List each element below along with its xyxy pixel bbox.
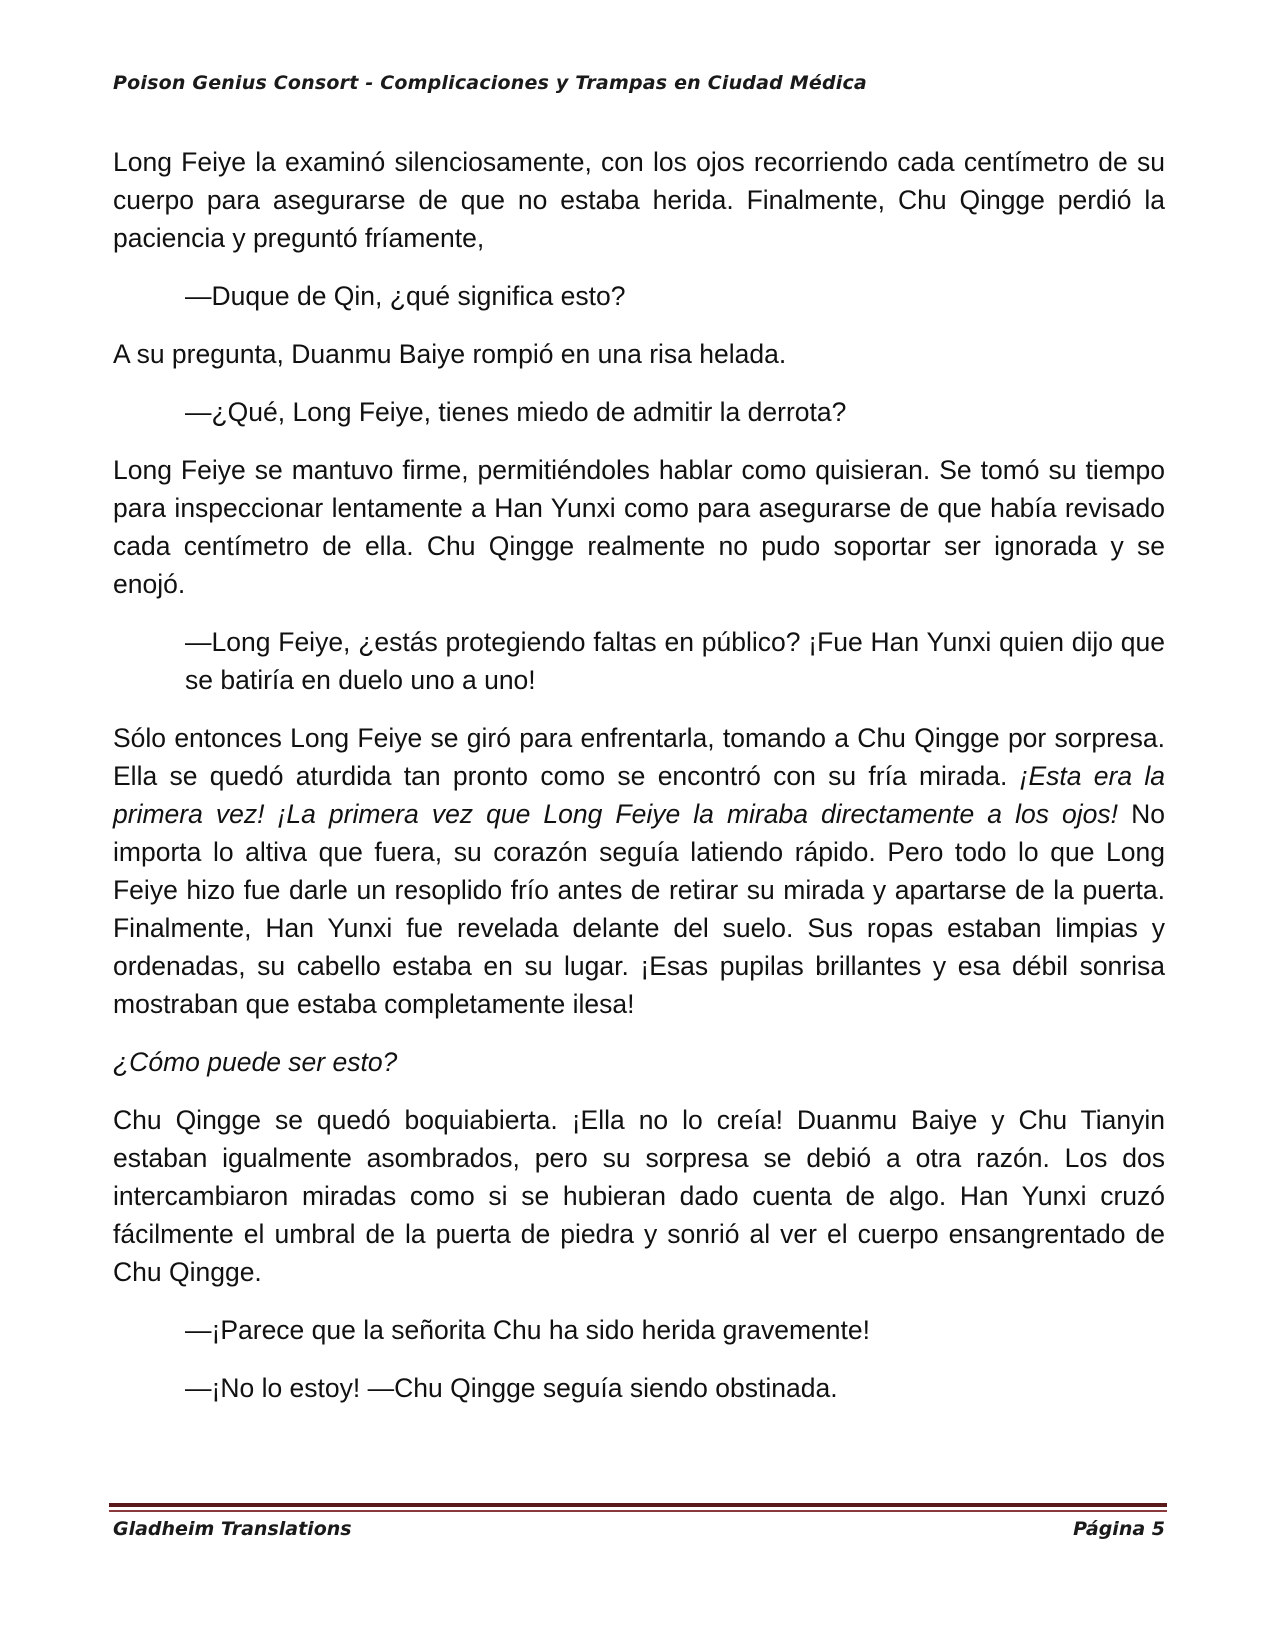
document-body	[113, 143, 1165, 1427]
footer-rule-thick	[109, 1503, 1167, 1507]
dialogue-line: —¡Parece que la señorita Chu ha sido herida gravemente!	[185, 1315, 870, 1345]
italic-thought: ¡Esta era la primera vez! ¡La primera vez que Long Feiye la miraba directamente a los ojos!	[113, 761, 1165, 829]
paragraph-text: No importa lo altiva que fuera, su corazón seguía latiendo rápido. Pero todo lo que Long Feiye hizo fue darle un resoplido frío antes de retirar su mirada y apartarse de la puerta. Finalmente, Han Yunxi fue revelada delante del suelo. Sus ropas estaban limpias y ordenadas, su cabello estaba en su lugar. ¡Esas pupilas brillantes y esa débil sonrisa mostraban que estaba completamente ilesa!	[113, 799, 1165, 1019]
dialogue-line: —Long Feiye, ¿estás protegiendo faltas en público? ¡Fue Han Yunxi quien dijo que se batiría en duelo uno a uno!	[185, 627, 1165, 695]
footer-credit: Gladheim Translations	[113, 1518, 352, 1540]
paragraph: Long Feiye se mantuvo firme, permitiéndoles hablar como quisieran. Se tomó su tiempo para inspeccionar lentamente a Han Yunxi como para asegurarse de que había revisado cada centímetro de ella. Chu Qingge realmente no pudo soportar ser ignorada y se enojó.	[113, 455, 1165, 599]
dialogue-line: —¿Qué, Long Feiye, tienes miedo de admitir la derrota?	[185, 397, 847, 427]
paragraph	[113, 719, 1165, 1023]
italic-thought-paragraph: ¿Cómo puede ser esto?	[113, 1047, 398, 1077]
paragraph: A su pregunta, Duanmu Baiye rompió en una risa helada.	[113, 339, 787, 369]
paragraph: Chu Qingge se quedó boquiabierta. ¡Ella no lo creía! Duanmu Baiye y Chu Tianyin estaban igualmente asombrados, pero su sorpresa se debió a otra razón. Los dos intercambiaron miradas como si se hubieran dado cuenta de algo. Han Yunxi cruzó fácilmente el umbral de la puerta de piedra y sonrió al ver el cuerpo ensangrentado de Chu Qingge.	[113, 1105, 1165, 1287]
page-number: Página 5	[1073, 1518, 1165, 1540]
dialogue-line: —Duque de Qin, ¿qué significa esto?	[185, 281, 626, 311]
footer-rule-thin	[109, 1510, 1167, 1512]
page-header-title: Poison Genius Consort - Complicaciones y Trampas en Ciudad Médica	[113, 72, 867, 94]
paragraph: Long Feiye la examinó silenciosamente, con los ojos recorriendo cada centímetro de su cuerpo para asegurarse de que no estaba herida. Finalmente, Chu Qingge perdió la paciencia y preguntó fríamente,	[113, 147, 1165, 253]
dialogue-line: —¡No lo estoy! —Chu Qingge seguía siendo obstinada.	[185, 1373, 838, 1403]
paragraph-text: Sólo entonces Long Feiye se giró para enfrentarla, tomando a Chu Qingge por sorpresa. Ella se quedó aturdida tan pronto como se encontró con su fría mirada.	[113, 723, 1165, 791]
